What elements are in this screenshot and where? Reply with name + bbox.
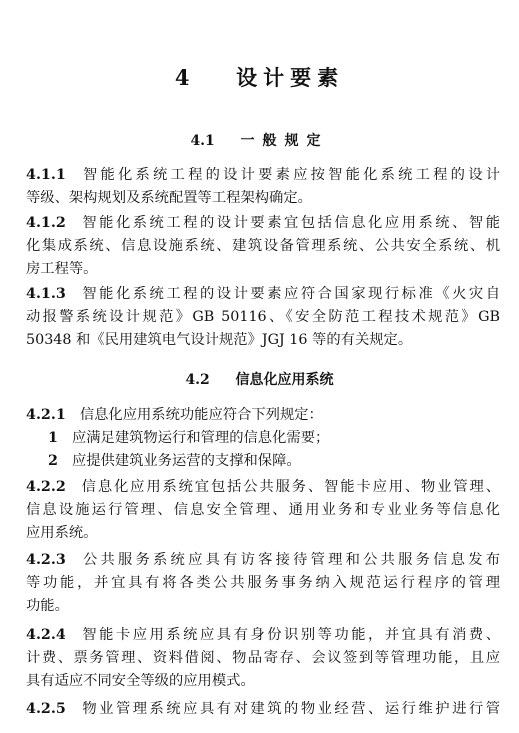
line-text: 化集成系统、信息设施系统、建筑设备管理系统、公共安全系统、机 xyxy=(26,238,500,254)
clause-number: 4.2.2 xyxy=(26,479,66,495)
line-text: 应提供建筑业务运营的支撑和保障。 xyxy=(71,453,301,469)
paragraph-line xyxy=(26,699,500,719)
line-text: 信息化应用系统功能应符合下列规定： xyxy=(79,407,323,423)
line-text: 具有适应不同安全等级的应用模式。 xyxy=(26,673,255,689)
chapter-title xyxy=(0,62,519,92)
item-number: 1 xyxy=(48,430,58,446)
paragraph-line xyxy=(26,307,500,327)
paragraph-line xyxy=(26,523,500,543)
clause-number: 4.1.3 xyxy=(26,286,66,302)
line-text: 智能化系统工程的设计要素应符合国家现行标准《火灾自 xyxy=(79,286,500,302)
line-text: 等功能，并宜具有将各类公共服务事务纳入规范运行程序的管理 xyxy=(26,575,500,591)
paragraph-line xyxy=(26,550,500,570)
clause-number: 4.2.1 xyxy=(26,407,66,423)
line-text: 智能化系统工程的设计要素宜包括信息化应用系统、智能 xyxy=(79,215,500,231)
line-text: 等级、架构规划及系统配置等工程架构确定。 xyxy=(26,190,312,206)
paragraph-line xyxy=(26,213,500,233)
clause-number: 4.1.2 xyxy=(26,215,66,231)
paragraph-line xyxy=(26,284,500,304)
line-text: 50348 和《民用建筑电气设计规范》JGJ 16 等的有关规定。 xyxy=(26,332,413,348)
paragraph-line xyxy=(26,596,500,616)
paragraph-line xyxy=(26,648,500,668)
line-text: 信息化应用系统宜包括公共服务、智能卡应用、物业管理、 xyxy=(79,479,500,495)
item-number: 2 xyxy=(48,453,58,469)
line-text: 应满足建筑物运行和管理的信息化需要； xyxy=(71,430,330,446)
clause-number: 4.2.4 xyxy=(26,627,66,643)
clause-number: 4.1.1 xyxy=(26,167,66,183)
clause-number: 4.2.3 xyxy=(26,552,66,568)
line-text: 智能化系统工程的设计要素应按智能化系统工程的设计 xyxy=(79,167,500,183)
line-text: 功能。 xyxy=(26,598,69,614)
paragraph-line xyxy=(26,477,500,497)
line-text: 计费、票务管理、资料借阅、物品寄存、会议签到等管理功能，且应 xyxy=(26,650,500,666)
section-title-text: 一般规定 xyxy=(240,133,329,149)
line-text: 应用系统。 xyxy=(26,525,98,541)
clause-number: 4.2.5 xyxy=(26,701,66,717)
paragraph-line xyxy=(26,165,500,185)
paragraph-line xyxy=(26,259,500,279)
paragraph-line xyxy=(26,236,500,256)
paragraph-line xyxy=(26,671,500,691)
section-title-4-1 xyxy=(0,130,519,150)
line-text: 公共服务系统应具有访客接待管理和公共服务信息发布 xyxy=(79,552,500,568)
paragraph-line xyxy=(26,330,500,350)
section-number: 4.1 xyxy=(190,133,215,149)
section-title-text: 信息化应用系统 xyxy=(235,372,334,388)
list-item xyxy=(48,451,500,471)
chapter-title-text: 设计要素 xyxy=(236,65,345,90)
paragraph-line xyxy=(26,625,500,645)
line-text: 物业管理系统应具有对建筑的物业经营、运行维护进行管 xyxy=(79,701,500,717)
paragraph-line xyxy=(26,405,500,425)
line-text: 智能卡应用系统应具有身份识别等功能，并宜具有消费、 xyxy=(79,627,500,643)
line-text: 动报警系统设计规范》GB 50116、《安全防范工程技术规范》GB xyxy=(26,309,500,325)
list-item xyxy=(48,428,500,448)
section-title-4-2 xyxy=(0,369,519,389)
section-number: 4.2 xyxy=(185,372,210,388)
paragraph-line xyxy=(26,573,500,593)
paragraph-line xyxy=(26,500,500,520)
line-text: 房工程等。 xyxy=(26,261,98,277)
paragraph-line xyxy=(26,188,500,208)
chapter-number: 4 xyxy=(174,65,196,90)
line-text: 信息设施运行管理、信息安全管理、通用业务和专业业务等信息化 xyxy=(26,502,500,518)
